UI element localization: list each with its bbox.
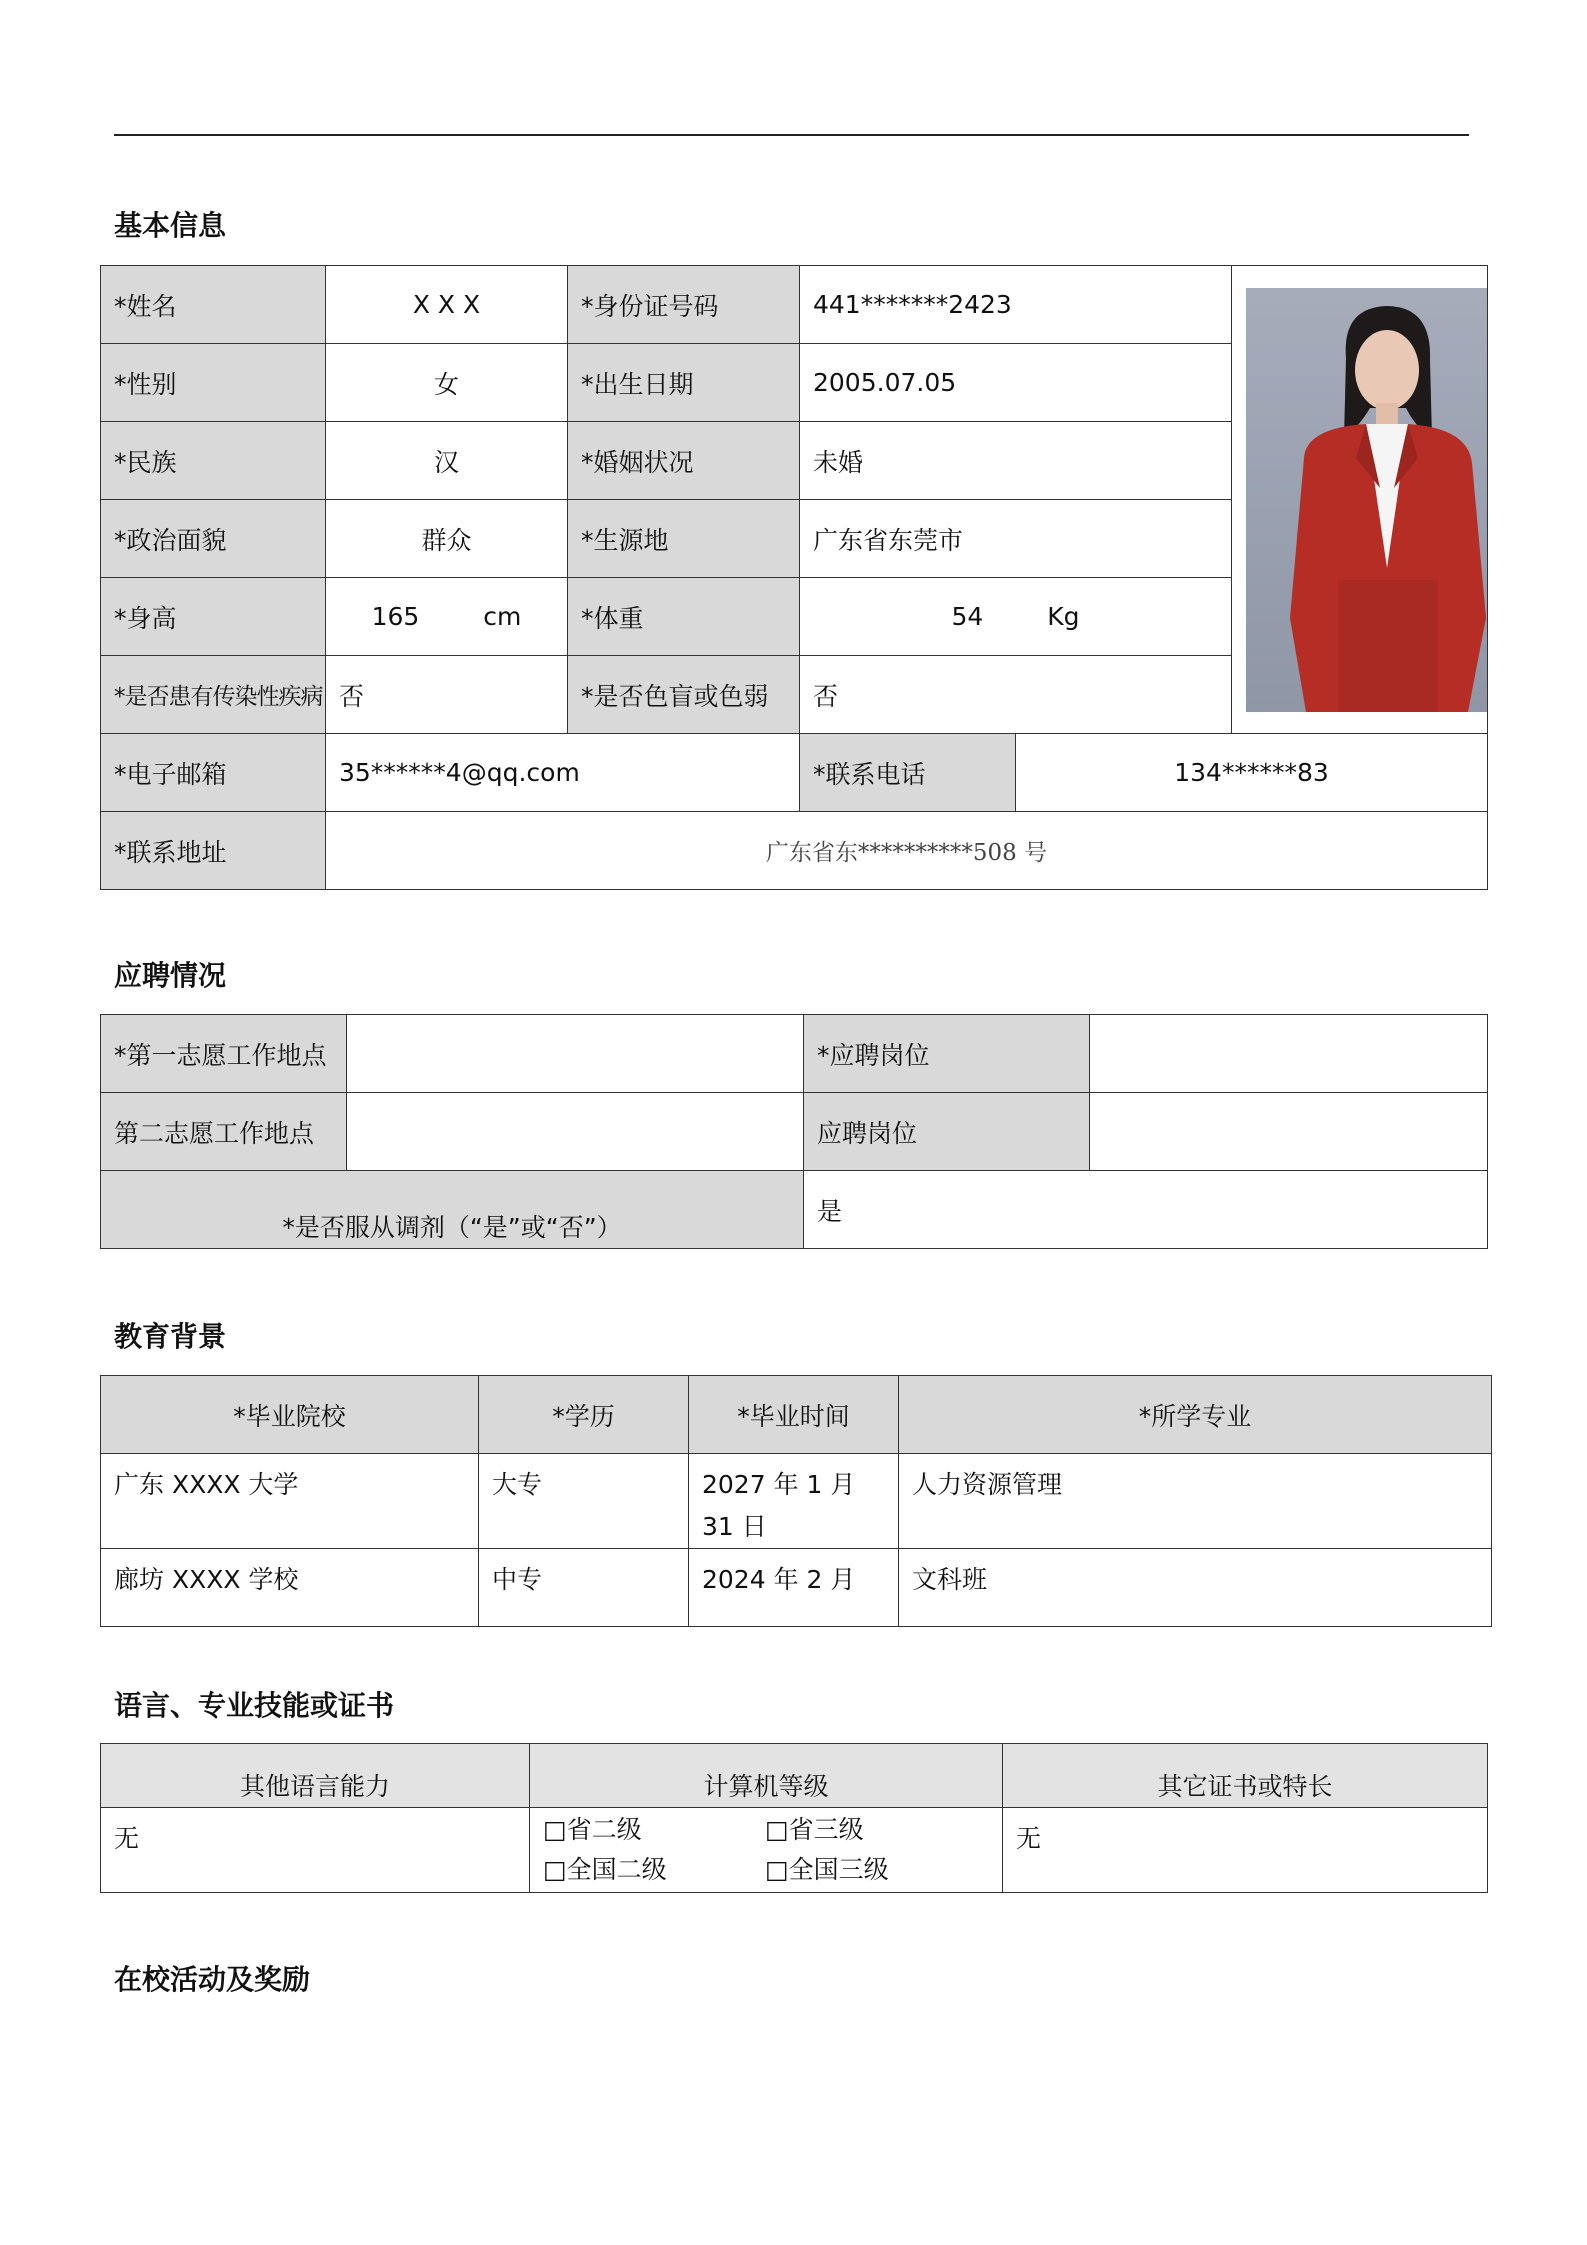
edu-header-degree: *学历: [479, 1376, 689, 1454]
section-title-basic: 基本信息: [114, 209, 227, 242]
name-value: X X X: [326, 266, 568, 344]
table-row: [101, 1549, 1492, 1627]
id-value: 441*******2423: [800, 266, 1232, 344]
weight-label: *体重: [568, 578, 800, 656]
edu-date: 2027 年 1 月 31 日: [689, 1454, 899, 1549]
checkbox-province-3[interactable]: □省三级: [765, 1815, 864, 1844]
header-rule: [114, 134, 1469, 136]
height-label: *身高: [101, 578, 326, 656]
education-table: [100, 1375, 1492, 1627]
phone-label: *联系电话: [800, 734, 1016, 812]
disease-label: *是否患有传染性疾病: [101, 656, 326, 734]
post1-label: *应聘岗位: [804, 1015, 1090, 1093]
section-title-education: 教育背景: [114, 1320, 227, 1353]
gender-label: *性别: [101, 344, 326, 422]
post2-label: 应聘岗位: [804, 1093, 1090, 1171]
checkbox-national-3[interactable]: □全国三级: [765, 1855, 889, 1884]
adjust-value: 是: [804, 1171, 1488, 1249]
loc1-label: *第一志愿工作地点: [101, 1015, 347, 1093]
birth-value: 2005.07.05: [800, 344, 1232, 422]
loc1-value[interactable]: [347, 1015, 804, 1093]
ethnic-value: 汉: [326, 422, 568, 500]
checkbox-province-2[interactable]: □省二级: [543, 1815, 642, 1844]
political-label: *政治面貌: [101, 500, 326, 578]
photo-cell: [1232, 266, 1488, 734]
adjust-label: *是否服从调剂（“是”或“否”）: [101, 1171, 804, 1249]
skills-header-language: 其他语言能力: [101, 1744, 530, 1808]
table-row: [101, 1454, 1492, 1549]
section-title-activities: 在校活动及奖励: [114, 1963, 311, 1996]
weight-cell: [800, 578, 1232, 656]
skills-language: 无: [101, 1808, 530, 1893]
political-value: 群众: [326, 500, 568, 578]
edu-major: 文科班: [899, 1549, 1492, 1627]
phone-value: 134******83: [1016, 734, 1488, 812]
skills-table: [100, 1743, 1488, 1893]
weight-value: 54: [951, 602, 984, 631]
name-label: *姓名: [101, 266, 326, 344]
edu-degree: 大专: [479, 1454, 689, 1549]
gender-value: 女: [326, 344, 568, 422]
colorblind-value: 否: [800, 656, 1232, 734]
edu-major: 人力资源管理: [899, 1454, 1492, 1549]
height-value: 165: [371, 602, 420, 631]
id-label: *身份证号码: [568, 266, 800, 344]
section-title-skills: 语言、专业技能或证书: [114, 1689, 395, 1722]
weight-unit: Kg: [1047, 602, 1080, 631]
edu-degree: 中专: [479, 1549, 689, 1627]
edu-header-school: *毕业院校: [101, 1376, 479, 1454]
marital-value: 未婚: [800, 422, 1232, 500]
edu-date: 2024 年 2 月: [689, 1549, 899, 1627]
email-value: 35******4@qq.com: [326, 734, 800, 812]
height-unit: cm: [483, 602, 522, 631]
edu-school: 廊坊 XXXX 学校: [101, 1549, 479, 1627]
origin-value: 广东省东莞市: [800, 500, 1232, 578]
ethnic-label: *民族: [101, 422, 326, 500]
skills-header-computer: 计算机等级: [530, 1744, 1003, 1808]
basic-info-table: [100, 265, 1488, 890]
address-value: 广东省东**********508 号: [326, 812, 1488, 890]
email-label: *电子邮箱: [101, 734, 326, 812]
post2-value[interactable]: [1090, 1093, 1488, 1171]
height-cell: [326, 578, 568, 656]
section-title-application: 应聘情况: [114, 959, 227, 992]
address-label: *联系地址: [101, 812, 326, 890]
application-table: [100, 1014, 1488, 1249]
edu-school: 广东 XXXX 大学: [101, 1454, 479, 1549]
skills-header-other: 其它证书或特长: [1003, 1744, 1488, 1808]
loc2-label: 第二志愿工作地点: [101, 1093, 347, 1171]
loc2-value[interactable]: [347, 1093, 804, 1171]
portrait-photo-icon: [1246, 288, 1488, 712]
marital-label: *婚姻状况: [568, 422, 800, 500]
checkbox-national-2[interactable]: □全国二级: [543, 1855, 667, 1884]
origin-label: *生源地: [568, 500, 800, 578]
post1-value[interactable]: [1090, 1015, 1488, 1093]
birth-label: *出生日期: [568, 344, 800, 422]
colorblind-label: *是否色盲或色弱: [568, 656, 800, 734]
edu-header-major: *所学专业: [899, 1376, 1492, 1454]
skills-computer: [530, 1808, 1003, 1893]
disease-value: 否: [326, 656, 568, 734]
skills-other: 无: [1003, 1808, 1488, 1893]
edu-header-date: *毕业时间: [689, 1376, 899, 1454]
